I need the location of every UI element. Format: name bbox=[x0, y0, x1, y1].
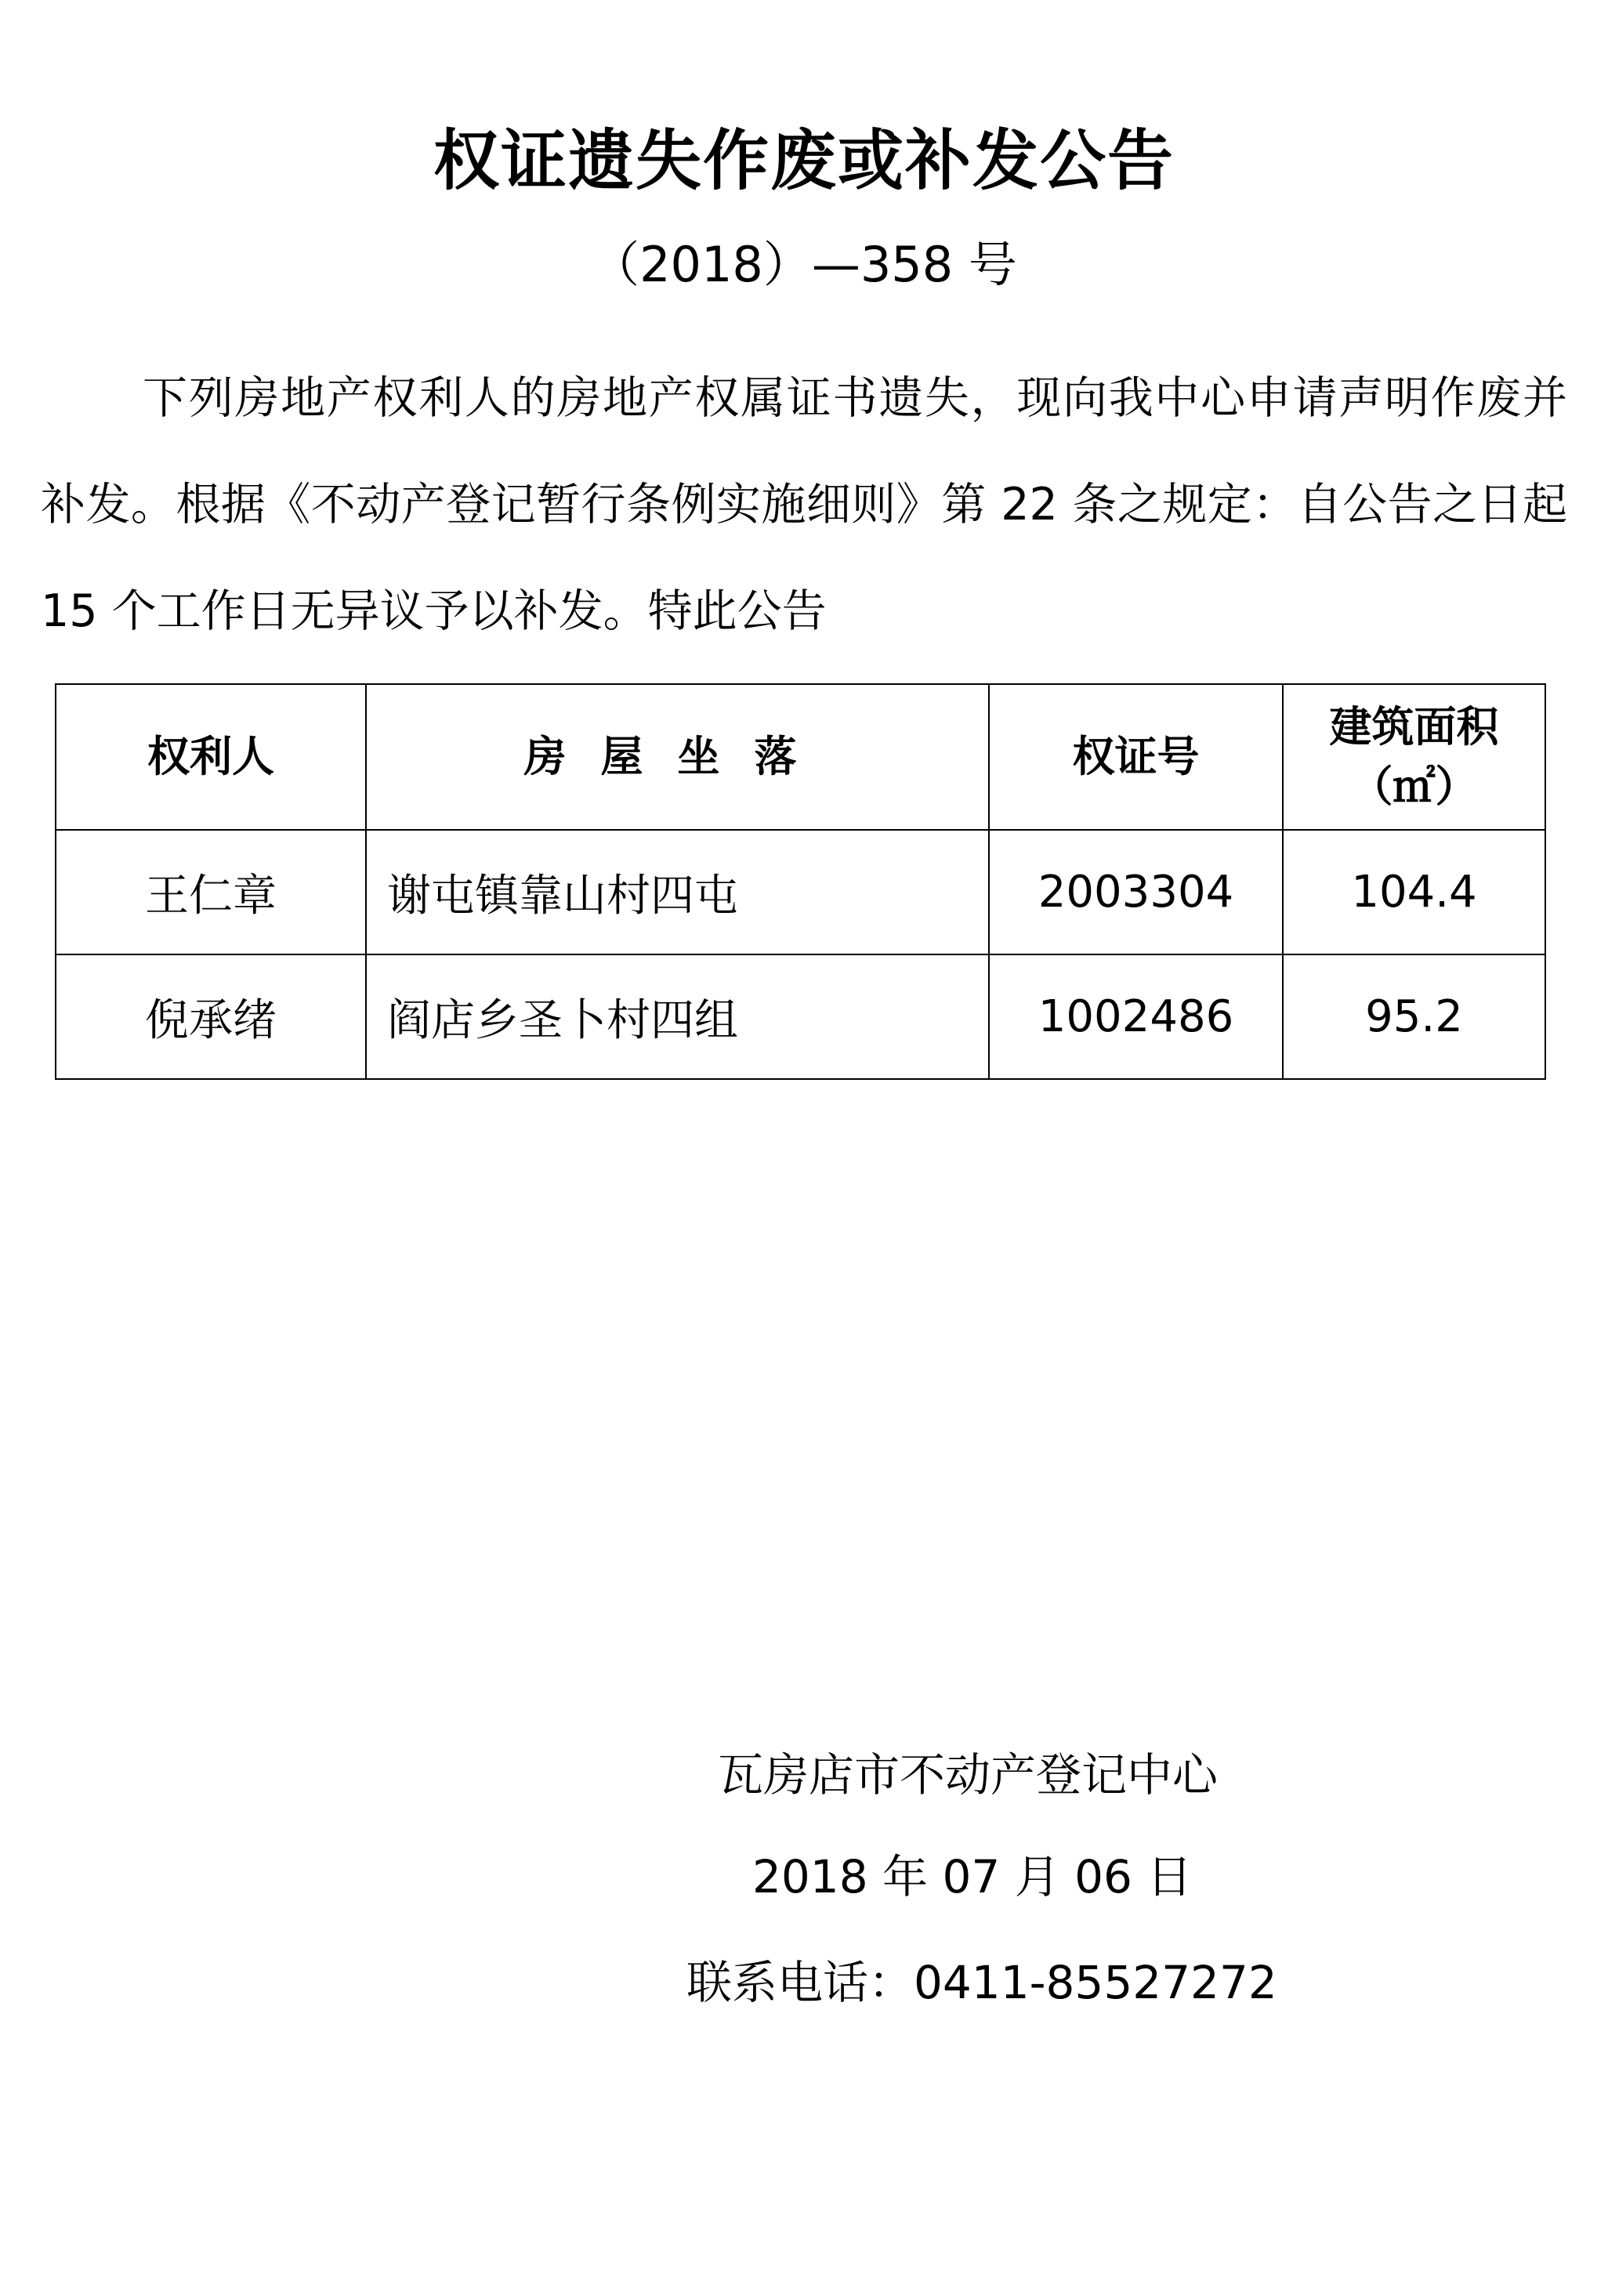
cell-holder: 王仁章 bbox=[56, 830, 366, 954]
notice-body: 下列房地产权利人的房地产权属证书遗失，现向我中心申请声明作废并补发。根据《不动产登记暂行条例实施细则》第 22 条之规定：自公告之日起 15 个工作日无异议予以补发。特此公告 bbox=[41, 372, 1567, 637]
document-number: （2018）—358 号 bbox=[591, 236, 1017, 293]
table-row bbox=[56, 954, 1545, 1079]
header-holder: 权利人 bbox=[56, 684, 366, 830]
cell-location: 谢屯镇靠山村四屯 bbox=[366, 830, 989, 954]
records-table bbox=[55, 683, 1546, 1080]
cell-area: 104.4 bbox=[1283, 830, 1545, 954]
issuing-organization: 瓦房店市不动产登记中心 bbox=[718, 1748, 1219, 1802]
header-area-unit: （㎡） bbox=[1350, 762, 1478, 811]
table-header-row bbox=[56, 684, 1545, 830]
cell-area: 95.2 bbox=[1283, 954, 1545, 1079]
issue-date: 2018 年 07 月 06 日 bbox=[752, 1850, 1193, 1903]
header-location bbox=[366, 684, 989, 830]
notice-title: 权证遗失作废或补发公告 bbox=[433, 122, 1175, 199]
cell-cert-no: 1002486 bbox=[989, 954, 1283, 1079]
cell-location: 阎店乡圣卜村四组 bbox=[366, 954, 989, 1079]
table-row bbox=[56, 830, 1545, 954]
cell-cert-no: 2003304 bbox=[989, 830, 1283, 954]
header-cert-no: 权证号 bbox=[989, 684, 1283, 830]
header-area bbox=[1283, 684, 1545, 830]
contact-phone: 联系电话：0411-85527272 bbox=[686, 1956, 1277, 2009]
cell-holder: 倪承绪 bbox=[56, 954, 366, 1079]
header-location-label: 房屋坐落 bbox=[523, 732, 831, 781]
header-area-label: 建筑面积 bbox=[1329, 702, 1499, 751]
